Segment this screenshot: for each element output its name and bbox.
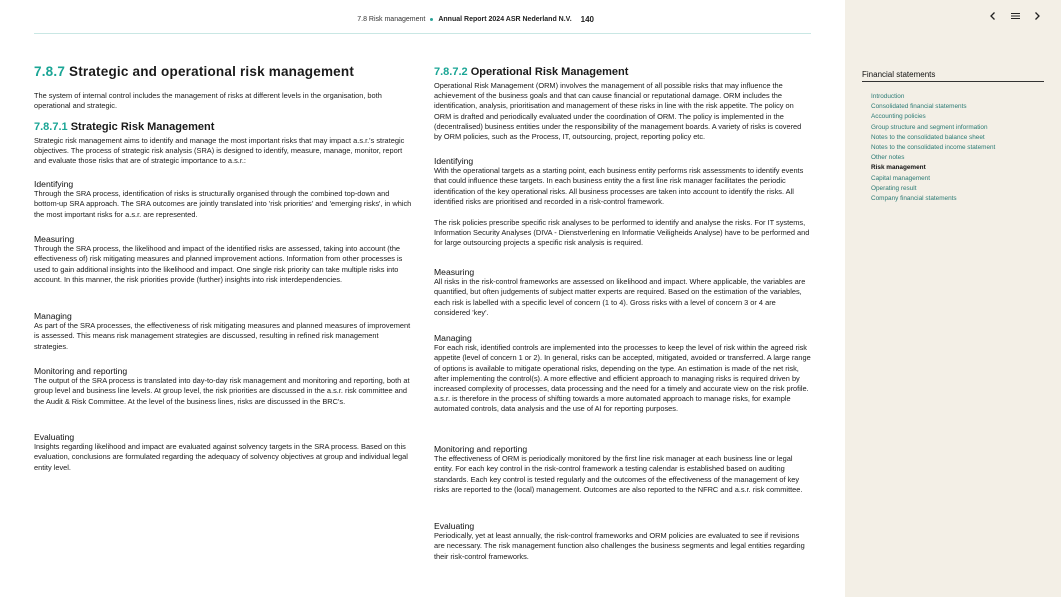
header-rule bbox=[34, 33, 811, 34]
right-section-identifying bbox=[434, 156, 811, 249]
sidebar-title: Financial statements bbox=[862, 70, 936, 79]
sidebar-item-accounting-policies[interactable]: Accounting policies bbox=[871, 113, 926, 121]
next-page-button[interactable] bbox=[1026, 8, 1048, 24]
section-heading: Evaluating bbox=[434, 521, 475, 531]
prev-page-button[interactable] bbox=[982, 8, 1004, 24]
section-heading: Monitoring and reporting bbox=[434, 444, 528, 454]
section-heading: Identifying bbox=[434, 156, 474, 166]
section-text: All risks in the risk-control frameworks are assessed on likelihood and impact. Where applicable, the variables are quantified, but often judgements of subject matter experts are required. Based on the estimation of the variables, each risk is labelled with a specific level of concern (1 to 4). Gross risks with a level of concern 3 or 4 are considered 'key'. bbox=[434, 277, 806, 317]
section-text: For each risk, identified controls are implemented into the processes to keep the level of risk within the agreed risk appetite (level of concern 1 or 2). In general, risks can be accepted, mitigated, avoided or transferred. A large range of options is available to mitigate operational risks, depending on the type. An estimation is made of the net risk, after implementing the control(s). A more effective and efficient approach to managing risks is required driven by increased complexity of processes, data processing and the need for a timely and accurate view on the risk profile. a.s.r. is therefore in the process of shifting towards a more automated approach to manage risks, for example automated controls, data analysis and the use of AI for reporting purposes. bbox=[434, 343, 811, 414]
operational-heading-text: Operational Risk Management bbox=[470, 66, 629, 78]
sidebar-item-introduction[interactable]: Introduction bbox=[871, 93, 905, 100]
left-section-measuring bbox=[34, 234, 412, 285]
left-section-monitoring bbox=[34, 366, 412, 407]
operational-heading bbox=[434, 67, 811, 77]
sidebar-item-balance-sheet-notes[interactable]: Notes to the consolidated balance sheet bbox=[871, 133, 985, 141]
section-heading: Monitoring and reporting bbox=[34, 366, 128, 376]
right-section-measuring bbox=[434, 267, 811, 318]
left-section-identifying bbox=[34, 179, 412, 220]
page-navigation bbox=[982, 8, 1048, 24]
section-text: With the operational targets as a starting point, each business entity performs risk assessments to identify events that could influence these targets. In each business entity the a first line risk manager facilitates the periodic identification of the key operational risks. All business processes are taken into account to identify the risks. All identified risks are prioritised and recorded in a risk-control framework. bbox=[434, 166, 804, 206]
left-section-evaluating bbox=[34, 432, 412, 473]
sidebar-item-income-statement-notes[interactable]: Notes to the consolidated income statement bbox=[871, 144, 996, 152]
sidebar bbox=[845, 0, 1061, 597]
section-text: Insights regarding likelihood and impact are evaluated against solvency targets in the SRA process. Based on this evaluation, conclusions are formulated regarding the adequacy of solvency objectives at group and individual legal entity level. bbox=[34, 442, 408, 472]
sidebar-item-operating-result[interactable]: Operating result bbox=[871, 184, 917, 192]
sidebar-item-company-financial-statements[interactable]: Company financial statements bbox=[871, 195, 957, 203]
sidebar-divider bbox=[862, 81, 1044, 82]
section-text-2: The risk policies prescribe specific risk analyses to be performed to identify and analyse the risks. For IT systems, Information Security Analyses (DIVA - Dienstverlening en Informatie Veiligheids Analyse) have to be performed and for large outsourcing projects a specific risk analysis is required. bbox=[434, 218, 810, 248]
section-heading: Measuring bbox=[34, 234, 75, 244]
section-text: As part of the SRA processes, the effectiveness of risk mitigating measures and planned measures of improvement is assessed. This means risk management strategies are discussed, resulting in refined risk management strategies. bbox=[34, 321, 411, 351]
page-title-number: 7.8.7 bbox=[34, 64, 66, 79]
sidebar-item-group-structure[interactable]: Group structure and segment information bbox=[871, 123, 988, 131]
right-section-monitoring bbox=[434, 444, 811, 495]
section-text: The effectiveness of ORM is periodically monitored by the first line risk manager at each business line or legal entity. For each key control in the risk-control framework a testing calendar is established based on auditing standards. Each key control is tested regularly and the outcomes of the effectiveness of the management of key risks are reported to the (local) management. Outcomes are also reported to the NFRC and a.s.r. risk committee. bbox=[434, 454, 803, 494]
header-report-title: Annual Report 2024 ASR Nederland N.V. bbox=[438, 16, 572, 23]
sidebar-item-other-notes[interactable]: Other notes bbox=[871, 154, 905, 162]
section-text: Periodically, yet at least annually, the risk-control frameworks and ORM policies are evaluated to see if revisions are necessary. The risk management function also challenges the business segments and legal entities regarding their risk-control frameworks. bbox=[434, 531, 805, 561]
menu-icon bbox=[1010, 11, 1021, 21]
section-text: Through the SRA process, the likelihood and impact of the identified risks are assessed, taking into account (the effectiveness of) risk mitigating measures and planned improvement actions. Information from other processes is used to gain additional insights into the likelihood and impact. One single risk priority can take multiple risks into account. In this manner, the risk priorities provide (further) insights into risk interdependencies. bbox=[34, 244, 403, 284]
section-heading: Measuring bbox=[434, 267, 475, 277]
operational-heading-number: 7.8.7.2 bbox=[434, 66, 468, 78]
strategic-heading-text: Strategic Risk Management bbox=[70, 121, 215, 133]
page-title-text: Strategic and operational risk management bbox=[68, 64, 355, 79]
section-heading: Identifying bbox=[34, 179, 74, 189]
menu-button[interactable] bbox=[1004, 8, 1026, 24]
page-title bbox=[34, 64, 354, 79]
right-section-managing bbox=[434, 333, 811, 415]
left-intro: The system of internal control includes the management of risks at different levels in the organisation, both operational and strategic. bbox=[34, 91, 382, 111]
section-heading: Managing bbox=[34, 311, 72, 321]
header-dot-icon bbox=[430, 18, 433, 21]
sidebar-item-risk-management[interactable]: Risk management bbox=[871, 164, 926, 172]
strategic-heading-number: 7.8.7.1 bbox=[34, 121, 68, 133]
sidebar-item-consolidated-financial-statements[interactable]: Consolidated financial statements bbox=[871, 103, 967, 111]
operational-intro: Operational Risk Management (ORM) involves the management of all possible risks that may influence the achievement of the business goals and that can cause financial or reputational damage. ORM includes the identification, analysis, prioritisation and management of these risks in line with the risk appetite. The policy on ORM is drafted and periodically evaluated under the coordination of ORM. The policy is implemented in the (decentralised) business entities under the responsibility of the management boards. A variety of risks is covered by ORM policies, such as the Process, IT, outsourcing, project, reporting policy etc. bbox=[434, 81, 802, 142]
header-section: 7.8 Risk management bbox=[357, 16, 426, 23]
strategic-intro: Strategic risk management aims to identify and manage the most important risks that may impact a.s.r.'s strategic objectives. The process of strategic risk analysis (SRA) is designed to identify, measure, manage, monitor, report and evaluate those risks that are of strategic importance to a.s.r.: bbox=[34, 136, 405, 166]
section-text: Through the SRA process, identification of risks is structurally organised through the combined top-down and bottom-up SRA approach. The SRA outcomes are jointly translated into 'risk priorities' and 'emerging risks', in which the most important risks for a.s.r. are represented. bbox=[34, 189, 412, 219]
section-heading: Managing bbox=[434, 333, 472, 343]
page-number: 140 bbox=[580, 15, 594, 24]
chevron-right-icon bbox=[1032, 11, 1042, 21]
right-section-evaluating bbox=[434, 521, 811, 562]
sidebar-list bbox=[871, 92, 995, 204]
sidebar-item-capital-management[interactable]: Capital management bbox=[871, 174, 930, 182]
page-header bbox=[357, 15, 594, 24]
strategic-heading bbox=[34, 122, 412, 132]
section-text: The output of the SRA process is translated into day-to-day risk management and monitoring and reporting, both at group level and business line levels. At group level, the risk priorities are discussed in the a.s.r. risk committee and the Audit & Risk Committee. At the level of the business lines, risks are discussed in the BRC's. bbox=[34, 376, 410, 406]
left-section-managing bbox=[34, 311, 412, 352]
section-heading: Evaluating bbox=[34, 432, 75, 442]
chevron-left-icon bbox=[988, 11, 998, 21]
